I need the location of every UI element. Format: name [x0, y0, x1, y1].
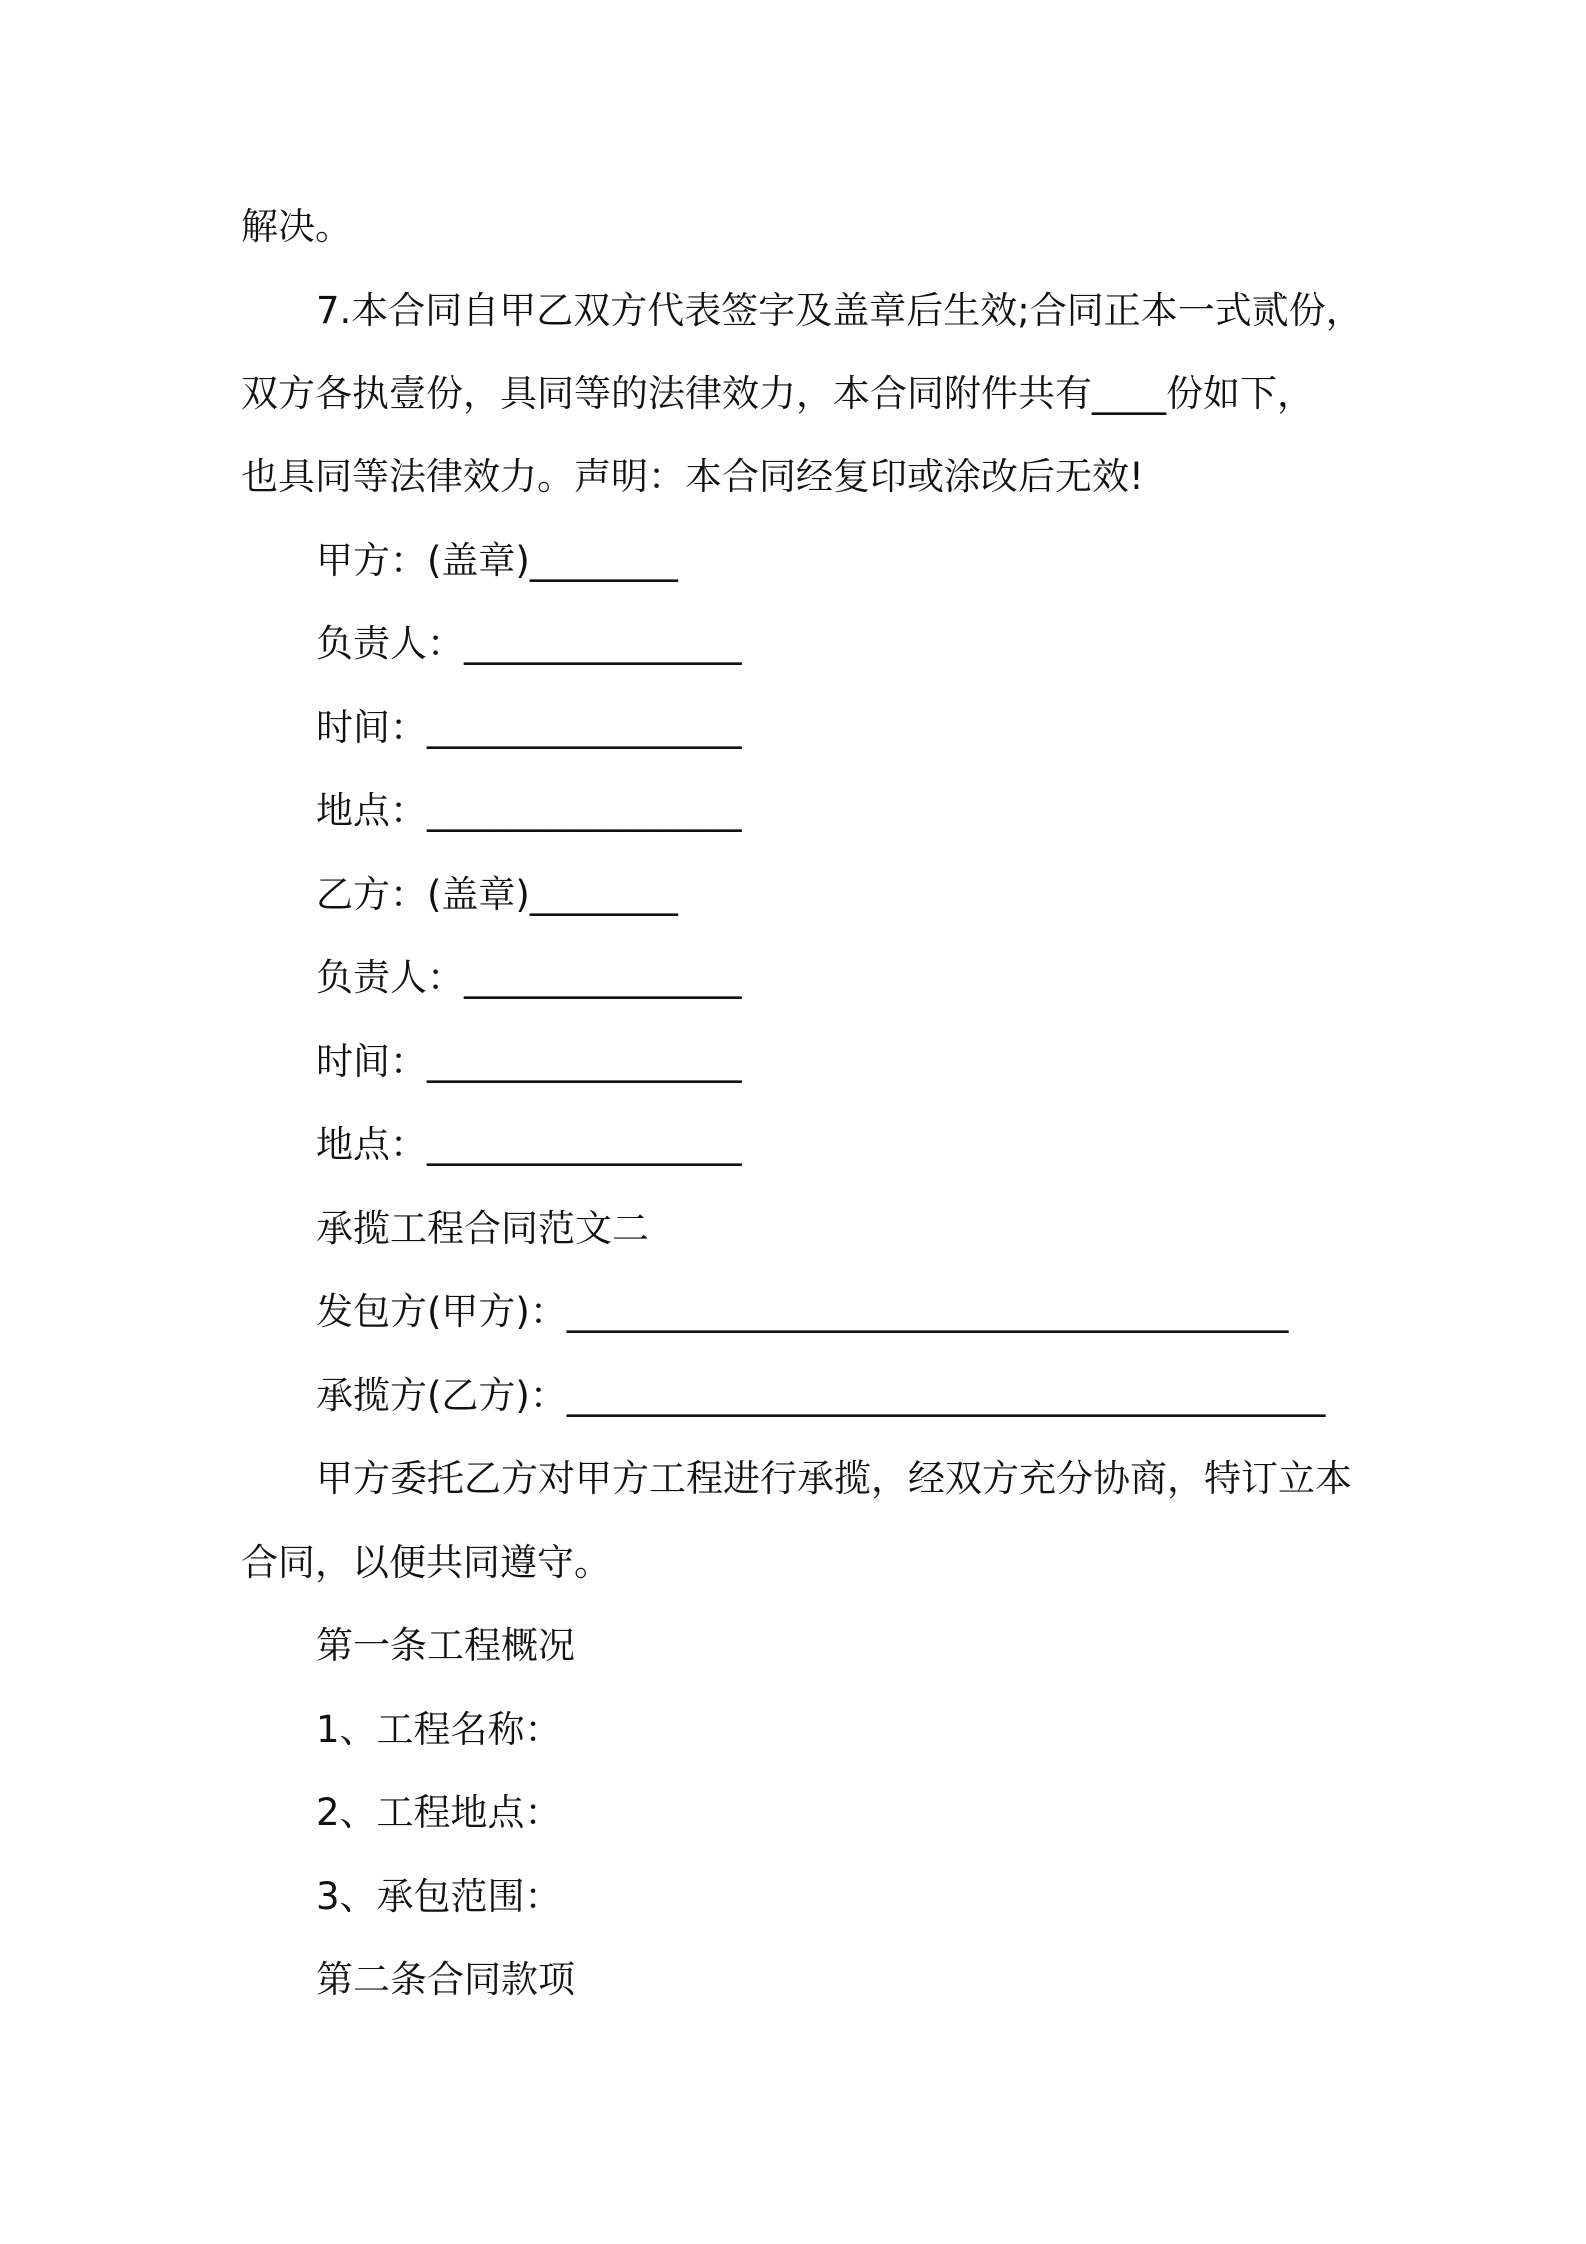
article-2-heading: 第二条合同款项	[316, 1958, 575, 2001]
preamble-line-1: 甲方委托乙方对甲方工程进行承揽，经双方充分协商，特订立本	[316, 1457, 1352, 1500]
contract-scope-item: 3、承包范围：	[316, 1875, 562, 1918]
party-a-date-field: 时间：_________________	[316, 706, 742, 749]
clause-7-line-2: 双方各执壹份，具同等的法律效力，本合同附件共有____份如下，	[241, 372, 1314, 415]
party-b-representative-field: 负责人：_______________	[316, 956, 742, 999]
contractor-field: 承揽方(乙方)：_________________________________________	[316, 1374, 1326, 1417]
party-a-seal-field: 甲方：(盖章)________	[316, 539, 678, 582]
preamble-line-2: 合同，以便共同遵守。	[241, 1541, 611, 1584]
party-a-place-field: 地点：_________________	[316, 789, 742, 832]
employer-field: 发包方(甲方)：_______________________________________	[316, 1290, 1289, 1333]
clause-7-line-1: 7.本合同自甲乙双方代表签字及盖章后生效;合同正本一式贰份，	[316, 289, 1363, 332]
party-a-representative-field: 负责人：_______________	[316, 622, 742, 665]
paragraph-line-resolution: 解决。	[241, 205, 352, 248]
section-title: 承揽工程合同范文二	[316, 1207, 649, 1250]
party-b-seal-field: 乙方：(盖章)________	[316, 873, 678, 916]
project-location-item: 2、工程地点：	[316, 1791, 562, 1834]
party-b-place-field: 地点：_________________	[316, 1123, 742, 1166]
clause-7-line-3: 也具同等法律效力。声明：本合同经复印或涂改后无效!	[241, 455, 1144, 498]
party-b-date-field: 时间：_________________	[316, 1040, 742, 1083]
article-1-heading: 第一条工程概况	[316, 1624, 575, 1667]
project-name-item: 1、工程名称：	[316, 1708, 562, 1751]
